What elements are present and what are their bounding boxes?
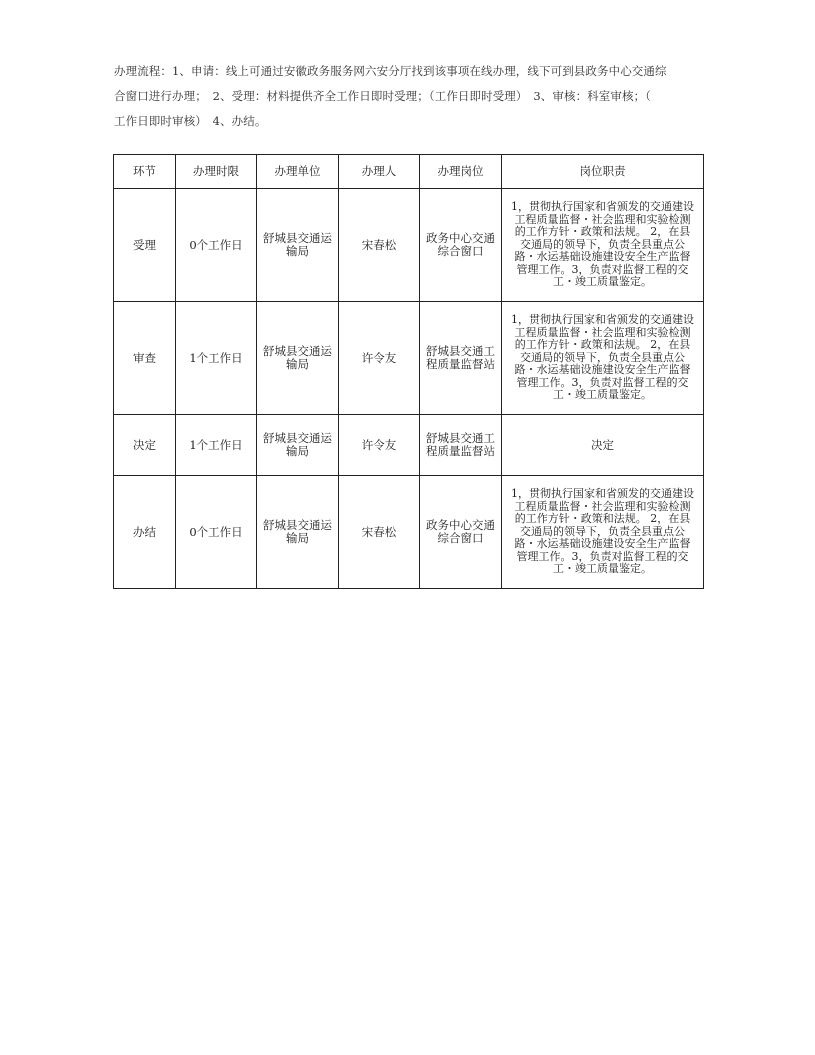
process-description-line: 合窗口进行办理； 2、受理：材料提供齐全工作日即时受理；（工作日即时受理） 3、审核：科室审核；（ <box>114 89 652 103</box>
cell-duty: 1，贯彻执行国家和省颁发的交通建设工程质量监督・社会监理和实验检测的工作方针・政策和法规。 2，在县交通局的领导下，负责全县重点公路・水运基础设施建设安全生产监督管理工作。3，负责对监督工程的交工・竣工质量鉴定。 <box>502 302 704 415</box>
cell-unit: 舒城县交通运输局 <box>257 302 339 415</box>
cell-person: 宋春松 <box>339 476 420 589</box>
process-description <box>114 59 704 134</box>
cell-person: 许令友 <box>339 302 420 415</box>
table-row <box>114 302 704 415</box>
table-header-row <box>114 155 704 189</box>
header-post: 办理岗位 <box>420 155 502 189</box>
header-stage: 环节 <box>114 155 176 189</box>
cell-unit: 舒城县交通运输局 <box>257 189 339 302</box>
header-duty: 岗位职责 <box>502 155 704 189</box>
cell-time-limit: 0个工作日 <box>176 189 257 302</box>
cell-time-limit: 1个工作日 <box>176 302 257 415</box>
cell-stage: 审查 <box>114 302 176 415</box>
header-person: 办理人 <box>339 155 420 189</box>
cell-duty: 决定 <box>502 415 704 476</box>
header-unit: 办理单位 <box>257 155 339 189</box>
cell-person: 宋春松 <box>339 189 420 302</box>
cell-post: 舒城县交通工程质量监督站 <box>420 302 502 415</box>
table-row <box>114 476 704 589</box>
cell-post: 政务中心交通综合窗口 <box>420 189 502 302</box>
cell-stage: 决定 <box>114 415 176 476</box>
cell-time-limit: 1个工作日 <box>176 415 257 476</box>
table-row <box>114 415 704 476</box>
cell-stage: 办结 <box>114 476 176 589</box>
cell-unit: 舒城县交通运输局 <box>257 415 339 476</box>
cell-unit: 舒城县交通运输局 <box>257 476 339 589</box>
cell-duty: 1，贯彻执行国家和省颁发的交通建设工程质量监督・社会监理和实验检测的工作方针・政策和法规。 2，在县交通局的领导下，负责全县重点公路・水运基础设施建设安全生产监督管理工作。3，负责对监督工程的交工・竣工质量鉴定。 <box>502 476 704 589</box>
process-table <box>113 154 704 589</box>
process-description-line: 办理流程：1、申请：线上可通过安徽政务服务网六安分厅找到该事项在线办理，线下可到县政务中心交通综 <box>114 64 667 78</box>
cell-stage: 受理 <box>114 189 176 302</box>
cell-time-limit: 0个工作日 <box>176 476 257 589</box>
process-description-line: 工作日即时审核） 4、办结。 <box>114 114 267 128</box>
cell-post: 政务中心交通综合窗口 <box>420 476 502 589</box>
table-row <box>114 189 704 302</box>
cell-person: 许令友 <box>339 415 420 476</box>
cell-duty: 1，贯彻执行国家和省颁发的交通建设工程质量监督・社会监理和实验检测的工作方针・政策和法规。 2，在县交通局的领导下，负责全县重点公路・水运基础设施建设安全生产监督管理工作。3，负责对监督工程的交工・竣工质量鉴定。 <box>502 189 704 302</box>
header-time-limit: 办理时限 <box>176 155 257 189</box>
cell-post: 舒城县交通工程质量监督站 <box>420 415 502 476</box>
